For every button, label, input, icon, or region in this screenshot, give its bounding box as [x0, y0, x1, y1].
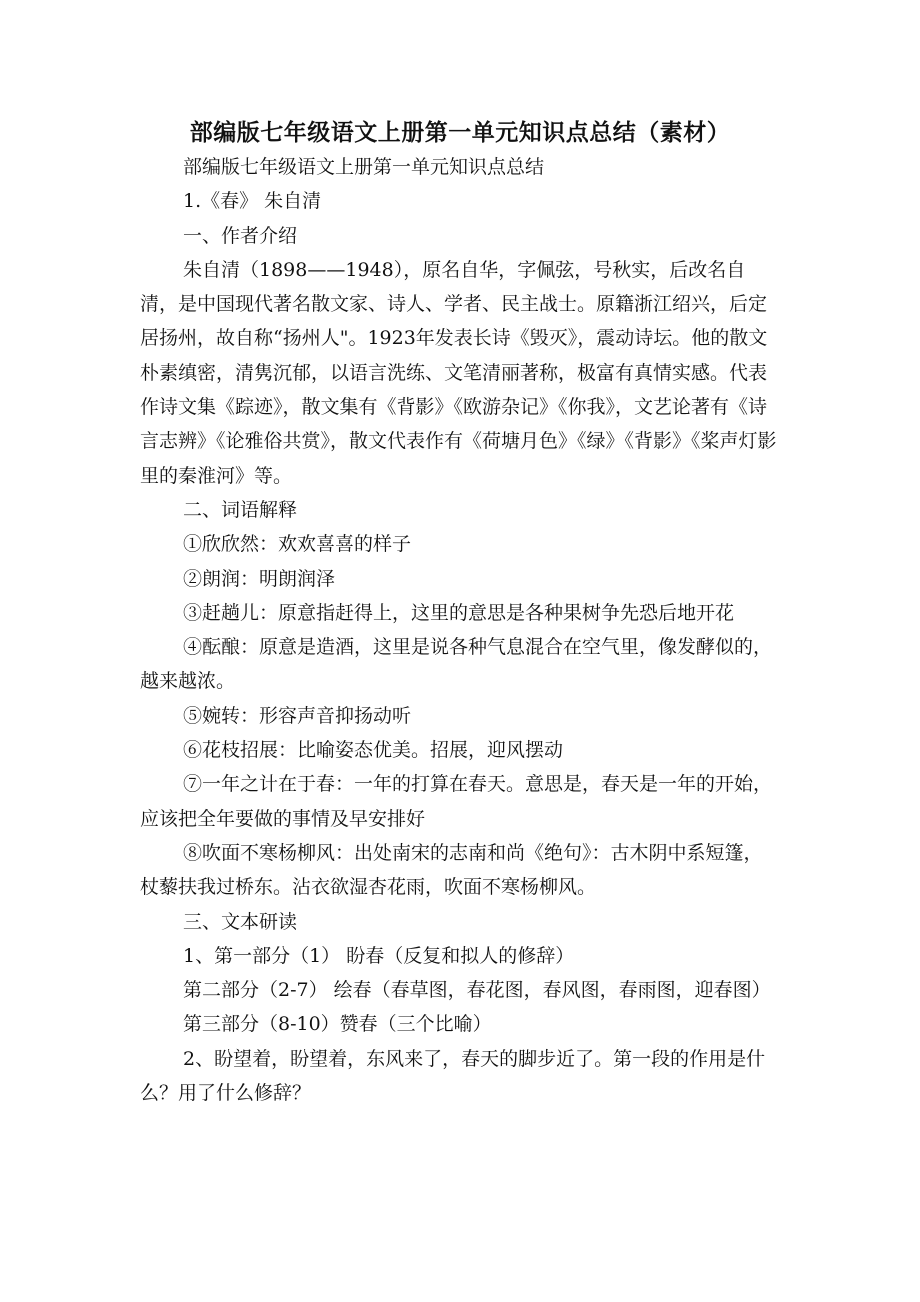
- vocab-item: ③赶趟儿：原意指赶得上，这里的意思是各种果树争先恐后地开花: [183, 601, 735, 624]
- document-body: [140, 150, 780, 1110]
- vocab-item: ⑥花枝招展：比喻姿态优美。招展，迎风摆动: [183, 739, 564, 762]
- vocab-item: ⑦一年之计在于春：一年的打算在春天。意思是，春天是一年的开始，应该把全年要做的事情及早安排好: [140, 773, 773, 830]
- section-heading-vocabulary: 二、词语解释: [183, 498, 298, 521]
- lesson-heading: 1.《春》 朱自清: [183, 190, 322, 213]
- vocab-item: ⑤婉转：形容声音抑扬动听: [183, 704, 412, 727]
- subtitle: 部编版七年级语文上册第一单元知识点总结: [183, 156, 545, 178]
- section-heading-text-study: 三、文本研读: [183, 910, 298, 933]
- vocab-item: ④酝酿：原意是造酒，这里是说各种气息混合在空气里，像发酵似的，越来越浓。: [140, 636, 773, 693]
- structure-part-3: 第三部分（8-10）赞春（三个比喻）: [183, 1013, 492, 1036]
- vocab-item: ⑧吹面不寒杨柳风：出处南宋的志南和尚《绝句》：古木阴中系短篷，杖藜扶我过桥东。沾衣欲湿杏花雨，吹面不寒杨柳风。: [140, 841, 763, 899]
- section-heading-author: 一、作者介绍: [183, 224, 298, 247]
- author-intro-paragraph: 朱自清（1898——1948），原名自华，字佩弦，号秋实，后改名自清，是中国现代著名散文家、诗人、学者、民主战士。原籍浙江绍兴，后定居扬州，故自称“扬州人"。1923年发表长诗《毁灭》，震动诗坛。他的散文朴素缜密，清隽沉郁，以语言洗练、文笔清丽著称，极富有真情实感。代表作诗文集《踪迹》，散文集有《背影》《欧游杂记》《你我》，文艺论著有《诗言志辨》《论雅俗共赏》，散文代表作有《荷塘月色》《绿》《背影》《桨声灯影里的秦淮河》等。: [140, 258, 777, 487]
- study-question: 2、盼望着，盼望着，东风来了，春天的脚步近了。第一段的作用是什么？用了什么修辞？: [140, 1047, 766, 1105]
- vocab-item: ②朗润：明朗润泽: [183, 567, 336, 590]
- vocab-item: ①欣欣然：欢欢喜喜的样子: [183, 533, 412, 556]
- structure-part-1: 1、第一部分（1） 盼春（反复和拟人的修辞）: [183, 944, 575, 967]
- structure-part-2: 第二部分（2-7） 绘春（春草图，春花图，春风图，春雨图，迎春图）: [183, 979, 771, 1002]
- document-title: 部编版七年级语文上册第一单元知识点总结（素材）: [189, 120, 731, 146]
